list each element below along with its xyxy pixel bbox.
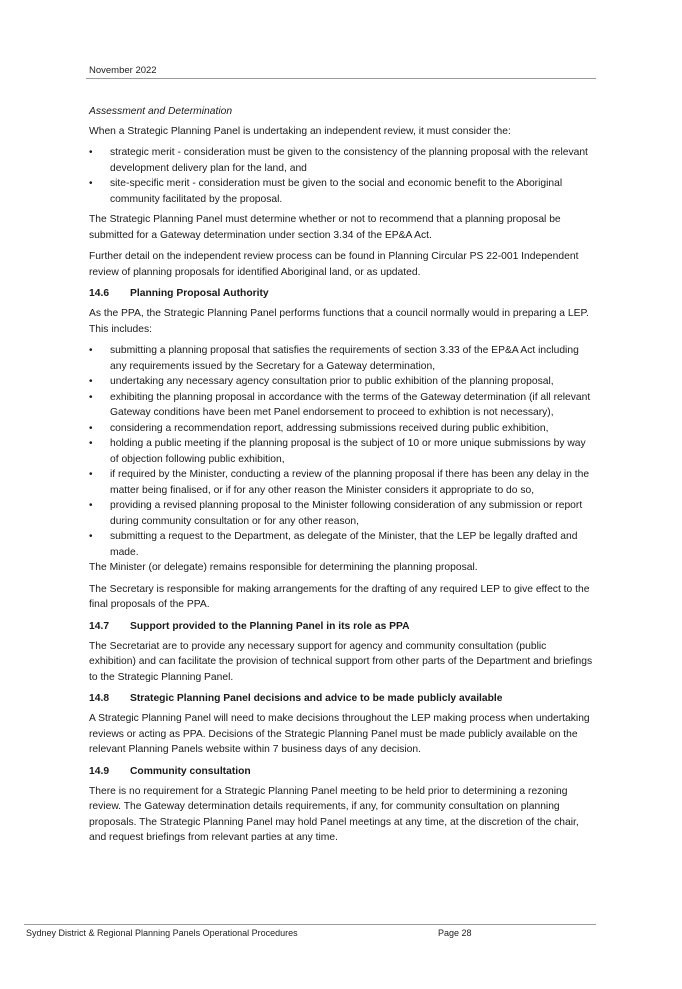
section-title: Community consultation (130, 765, 251, 777)
intro-lead: When a Strategic Planning Panel is undertaking an independent review, it must consider the: (89, 125, 511, 137)
list-item: • providing a revised planning proposal to the Minister following consideration of any submission or report during community consultation or for any other reason, (89, 500, 583, 527)
list-item: • submitting a request to the Department, as delegate of the Minister, that the LEP be legally drafted and made. (89, 531, 578, 558)
list-item: • undertaking any necessary agency consultation prior to public exhibition of the planning proposal, (89, 374, 594, 390)
header-divider (86, 78, 596, 79)
section-heading-14-6 (89, 286, 594, 301)
list-item: • considering a recommendation report, addressing submissions received during public exhibition, (89, 421, 594, 437)
section-heading-14-9 (89, 764, 594, 779)
bullet-icon: • (89, 500, 93, 511)
list-item: • site-specific merit - consideration must be given to the social and economic benefit to the Aboriginal community facilitated by the proposal. (89, 178, 563, 205)
bullet-icon: • (89, 531, 93, 542)
list-item: • holding a public meeting if the planning proposal is the subject of 10 or more unique submissions by way of objection following public exhibition, (89, 438, 586, 465)
section-number: 14.7 (89, 620, 110, 632)
section-number: 14.6 (89, 288, 110, 299)
intro-bullet-list (89, 145, 594, 207)
bullet-icon: • (89, 422, 93, 434)
bullet-icon: • (89, 345, 93, 356)
list-item: • submitting a planning proposal that satisfies the requirements of section 3.33 of the EP&A Act including any requirements issued by the Secretary for a Gateway determination, (89, 345, 579, 372)
bullet-icon: • (89, 469, 93, 480)
list-item: • if required by the Minister, conducting a review of the planning proposal if there has been any delay in the matter being finalised, or if for any other reason the Minister considers it appropriate to do so, (89, 469, 590, 496)
section-title: Support provided to the Planning Panel in its role as PPA (130, 620, 410, 632)
list-item: • exhibiting the planning proposal in accordance with the terms of the Gateway determination (if all relevant Gateway conditions have been met Panel endorsement to proceed to exhibtion is not necessary), (89, 391, 591, 418)
list-item: • strategic merit - consideration must be given to the consistency of the planning proposal with the relevant development delivery plan for the land, and (89, 147, 588, 174)
subheading-assessment: Assessment and Determination (89, 106, 233, 117)
paragraph: The Strategic Planning Panel must determine whether or not to recommend that a planning proposal be submitted for a Gateway determination under section 3.34 of the EP&A Act. (89, 214, 561, 241)
paragraph: There is no requirement for a Strategic Planning Panel meeting to be held prior to determining a rezoning review. The Gateway determination details requirements, if any, for community consultation on planning proposals. The Strategic Planning Panel may hold Panel meetings at any time, at the discretion of the chair, and request briefings from relevant parties at any time. (89, 785, 579, 843)
section-number: 14.9 (89, 765, 110, 777)
section-title: Strategic Planning Panel decisions and advice to be made publicly available (130, 693, 503, 704)
footer-divider (24, 924, 596, 925)
section-heading-14-7 (89, 619, 594, 634)
section-heading-14-8 (89, 691, 594, 706)
footer-document-title: Sydney District & Regional Planning Panels Operational Procedures (26, 928, 298, 938)
main-content (89, 104, 594, 852)
paragraph: A Strategic Planning Panel will need to make decisions throughout the LEP making process when undertaking reviews or acting as PPA. Decisions of the Strategic Planning Panel must be made publicly available on the relevant Planning Panels website within 7 business days of any decision. (89, 713, 590, 755)
paragraph: As the PPA, the Strategic Planning Panel performs functions that a council normally would in preparing a LEP. This includes: (89, 308, 589, 335)
section-number: 14.8 (89, 693, 110, 704)
bullet-icon: • (89, 147, 93, 158)
bullet-icon: • (89, 391, 93, 403)
paragraph: The Secretary is responsible for making arrangements for the drafting of any required LEP to give effect to the final proposals of the PPA. (89, 583, 590, 610)
paragraph: The Secretariat are to provide any necessary support for agency and community consultation (public exhibition) and can facilitate the provision of technical support from other parts of the Department and briefings to the Strategic Planning Panel. (89, 640, 593, 683)
paragraph: The Minister (or delegate) remains responsible for determining the planning proposal. (89, 562, 478, 573)
bullet-icon: • (89, 376, 93, 387)
section-title: Planning Proposal Authority (130, 288, 269, 299)
footer-page-number: Page 28 (438, 928, 472, 938)
bullet-icon: • (89, 438, 93, 449)
ppa-functions-list (89, 343, 594, 560)
header-date: November 2022 (89, 65, 157, 76)
bullet-icon: • (89, 178, 93, 189)
paragraph: Further detail on the independent review process can be found in Planning Circular PS 22-001 Independent review of planning proposals for identified Aboriginal land, or as updated. (89, 251, 579, 278)
